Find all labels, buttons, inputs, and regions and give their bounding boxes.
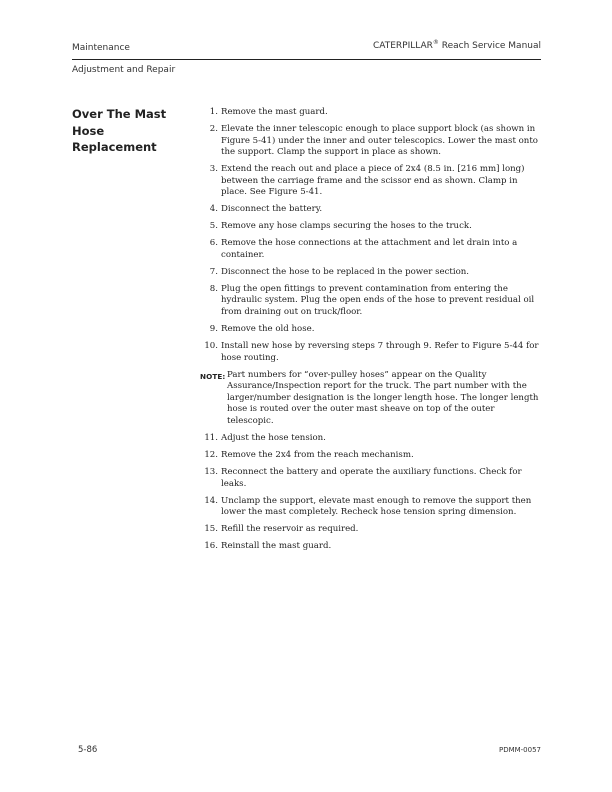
step	[198, 124, 543, 159]
step-number: 9.	[209, 324, 218, 335]
header-section: Maintenance	[72, 43, 130, 53]
step-number: 13.	[204, 466, 218, 477]
step-text: Plug the open fittings to prevent contamination from entering the hydraulic system. Plug the open ends of the hose to prevent residual oil from draining out on truck/floor.	[221, 283, 535, 318]
procedure-title-line2: Hose Replacement	[72, 123, 157, 154]
step-number: 11.	[204, 432, 218, 443]
step	[198, 496, 543, 519]
manual-title: Reach Service Manual	[441, 41, 541, 51]
step-number: 10.	[204, 341, 218, 352]
step	[198, 267, 543, 279]
step	[198, 204, 543, 216]
procedure-steps	[198, 107, 543, 558]
note-text: Part numbers for “over-pulley hoses” appear on the Quality Assurance/Inspection report for the truck. The part number with the larger/number designation is the longer length hose. The longer length hose is routed over the outer mast sheave on top of the outer telescopic.	[227, 369, 539, 426]
header-manual-title	[373, 41, 541, 51]
step-text: Remove any hose clamps securing the hoses to the truck.	[221, 221, 472, 232]
step	[198, 524, 543, 536]
step-text: Remove the mast guard.	[221, 107, 328, 117]
step-text: Remove the 2x4 from the reach mechanism.	[221, 449, 414, 460]
note-block	[200, 370, 543, 428]
step-number: 16.	[204, 541, 218, 552]
header-subsection: Adjustment and Repair	[72, 65, 176, 75]
step-number: 3.	[209, 164, 218, 175]
header-rule	[72, 59, 541, 60]
step-number: 4.	[209, 204, 218, 215]
step	[198, 541, 543, 553]
step	[198, 433, 543, 445]
step-number: 5.	[209, 221, 218, 232]
step-number: 12.	[204, 449, 218, 460]
document-code: PDMM-0057	[498, 746, 541, 754]
step-number: 1.	[209, 107, 218, 117]
step	[198, 324, 543, 336]
step	[198, 341, 543, 364]
step-text: Remove the old hose.	[221, 324, 315, 335]
step-text: Reinstall the mast guard.	[221, 541, 332, 552]
step-text: Unclamp the support, elevate mast enough to remove the support then lower the mast completely. Recheck hose tension spring dimension.	[221, 495, 532, 518]
step-text: Elevate the inner telescopic enough to place support block (as shown in Figure 5-41) under the inner and outer telescopics. Lower the mast onto the support. Clamp the support in place as shown.	[221, 123, 538, 158]
step-text: Install new hose by reversing steps 7 through 9. Refer to Figure 5-44 for hose routing.	[221, 341, 539, 363]
step-number: 2.	[209, 123, 218, 134]
step	[198, 107, 543, 119]
step-text: Adjust the hose tension.	[221, 432, 326, 443]
step-text: Reconnect the battery and operate the auxiliary functions. Check for leaks.	[221, 466, 522, 489]
step-text: Refill the reservoir as required.	[221, 524, 359, 535]
step-text: Disconnect the battery.	[221, 204, 323, 215]
step-text: Extend the reach out and place a piece of 2x4 (8.5 in. [216 mm] long) between the carriage frame and the scissor end as shown. Clamp in place. See Figure 5-41.	[221, 164, 525, 198]
step-text: Remove the hose connections at the attachment and let drain into a container.	[221, 238, 518, 260]
step	[198, 284, 543, 319]
step-number: 6.	[209, 238, 218, 249]
brand-name: CATERPILLAR	[372, 41, 433, 51]
registered-mark: ®	[432, 39, 439, 46]
step-number: 15.	[204, 524, 218, 535]
step	[198, 238, 543, 261]
step	[198, 164, 543, 199]
step	[198, 221, 543, 233]
page-number: 5-86	[78, 745, 98, 755]
procedure-title-line1: Over The Mast	[72, 107, 167, 121]
step-number: 8.	[209, 283, 218, 294]
step-number: 14.	[204, 495, 218, 506]
note-label: NOTE:	[200, 371, 226, 381]
step-text: Disconnect the hose to be replaced in the power section.	[221, 266, 470, 277]
step-number: 7.	[209, 266, 218, 277]
step	[198, 450, 543, 462]
step	[198, 467, 543, 490]
procedure-title	[72, 106, 192, 156]
